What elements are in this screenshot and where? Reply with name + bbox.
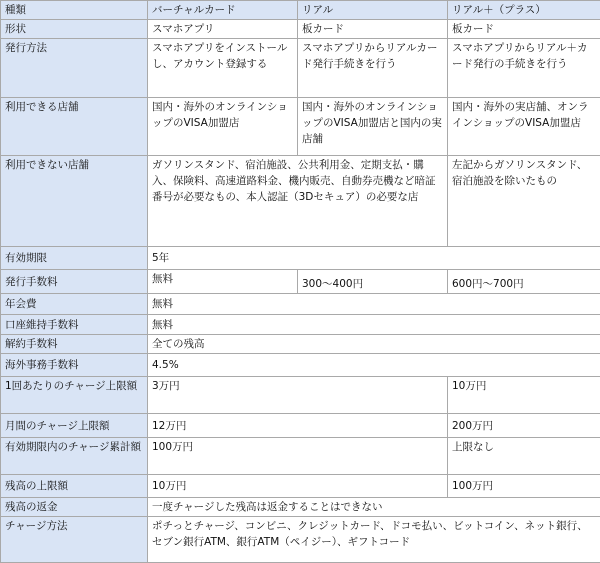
cell-plus: 600円〜700円 bbox=[448, 270, 600, 294]
table-header-row bbox=[1, 1, 600, 20]
cell-all: 5年 bbox=[148, 247, 600, 270]
cell-virtual: スマホアプリをインストールし、アカウント登録する bbox=[148, 39, 298, 98]
cell-plus: 上限なし bbox=[448, 438, 600, 475]
cell-plus: 板カード bbox=[448, 20, 600, 39]
row-label: 利用できない店舗 bbox=[1, 156, 148, 247]
cell-all: ポチっとチャージ、コンビニ、クレジットカード、ドコモ払い、ビットコイン、ネット銀行、セブン銀行ATM、銀行ATM（ペイジー）、ギフトコード bbox=[148, 517, 600, 563]
cell-all: 無料 bbox=[148, 315, 600, 335]
header-plus: リアル＋（プラス） bbox=[448, 1, 600, 20]
row-charge-limit-once bbox=[1, 377, 600, 414]
cell-real: 板カード bbox=[298, 20, 448, 39]
cell-all: 4.5% bbox=[148, 354, 600, 377]
row-charge-limit-total bbox=[1, 438, 600, 475]
cell-real: スマホアプリからリアルカード発行手続きを行う bbox=[298, 39, 448, 98]
row-account-fee bbox=[1, 315, 600, 335]
cell-plus: 国内・海外の実店舗、オンラインショップのVISA加盟店 bbox=[448, 98, 600, 156]
cell-plus: 200万円 bbox=[448, 414, 600, 438]
row-label: 海外事務手数料 bbox=[1, 354, 148, 377]
cell-virtual-real: 10万円 bbox=[148, 475, 448, 498]
row-label: 口座維持手数料 bbox=[1, 315, 148, 335]
row-refund bbox=[1, 498, 600, 517]
cell-virtual-real: ガソリンスタンド、宿泊施設、公共利用金、定期支払・購入、保険料、高速道路料金、機内販売、自動券売機など暗証番号が必要なもの、本人認証（3Dセキュア）の必要な店 bbox=[148, 156, 448, 247]
row-label: 残高の上限額 bbox=[1, 475, 148, 498]
row-overseas-fee bbox=[1, 354, 600, 377]
cell-virtual-real: 100万円 bbox=[148, 438, 448, 475]
cell-real: 300〜400円 bbox=[298, 270, 448, 294]
row-label: 年会費 bbox=[1, 294, 148, 315]
cell-all: 一度チャージした残高は返金することはできない bbox=[148, 498, 600, 517]
cell-virtual: 無料 bbox=[148, 270, 298, 294]
row-validity bbox=[1, 247, 600, 270]
row-balance-limit bbox=[1, 475, 600, 498]
row-charge-limit-month bbox=[1, 414, 600, 438]
row-label: 利用できる店舗 bbox=[1, 98, 148, 156]
row-label: 発行手数料 bbox=[1, 270, 148, 294]
row-label: 残高の返金 bbox=[1, 498, 148, 517]
header-virtual: バーチャルカード bbox=[148, 1, 298, 20]
cell-real: 国内・海外のオンラインショップのVISA加盟店と国内の実店舗 bbox=[298, 98, 448, 156]
cell-virtual: スマホアプリ bbox=[148, 20, 298, 39]
header-real: リアル bbox=[298, 1, 448, 20]
row-unusable-stores bbox=[1, 156, 600, 247]
cell-virtual-real: 3万円 bbox=[148, 377, 448, 414]
row-issue-fee bbox=[1, 270, 600, 294]
row-label: 有効期限内のチャージ累計額 bbox=[1, 438, 148, 475]
header-type: 種類 bbox=[1, 1, 148, 20]
cell-plus: スマホアプリからリアル＋カード発行の手続きを行う bbox=[448, 39, 600, 98]
row-usable-stores bbox=[1, 98, 600, 156]
row-annual-fee bbox=[1, 294, 600, 315]
row-label: 月間のチャージ上限額 bbox=[1, 414, 148, 438]
row-label: 発行方法 bbox=[1, 39, 148, 98]
cell-all: 無料 bbox=[148, 294, 600, 315]
row-shape bbox=[1, 20, 600, 39]
row-issue-method bbox=[1, 39, 600, 98]
row-label: チャージ方法 bbox=[1, 517, 148, 563]
row-label: 1回あたりのチャージ上限額 bbox=[1, 377, 148, 414]
row-label: 解約手数料 bbox=[1, 335, 148, 354]
row-charge-method bbox=[1, 517, 600, 563]
cell-plus: 100万円 bbox=[448, 475, 600, 498]
row-cancel-fee bbox=[1, 335, 600, 354]
row-label: 有効期限 bbox=[1, 247, 148, 270]
cell-virtual: 国内・海外のオンラインショップのVISA加盟店 bbox=[148, 98, 298, 156]
cell-virtual-real: 12万円 bbox=[148, 414, 448, 438]
cell-plus: 10万円 bbox=[448, 377, 600, 414]
row-label: 形状 bbox=[1, 20, 148, 39]
cell-all: 全ての残高 bbox=[148, 335, 600, 354]
cell-plus: 左記からガソリンスタンド、宿泊施設を除いたもの bbox=[448, 156, 600, 247]
